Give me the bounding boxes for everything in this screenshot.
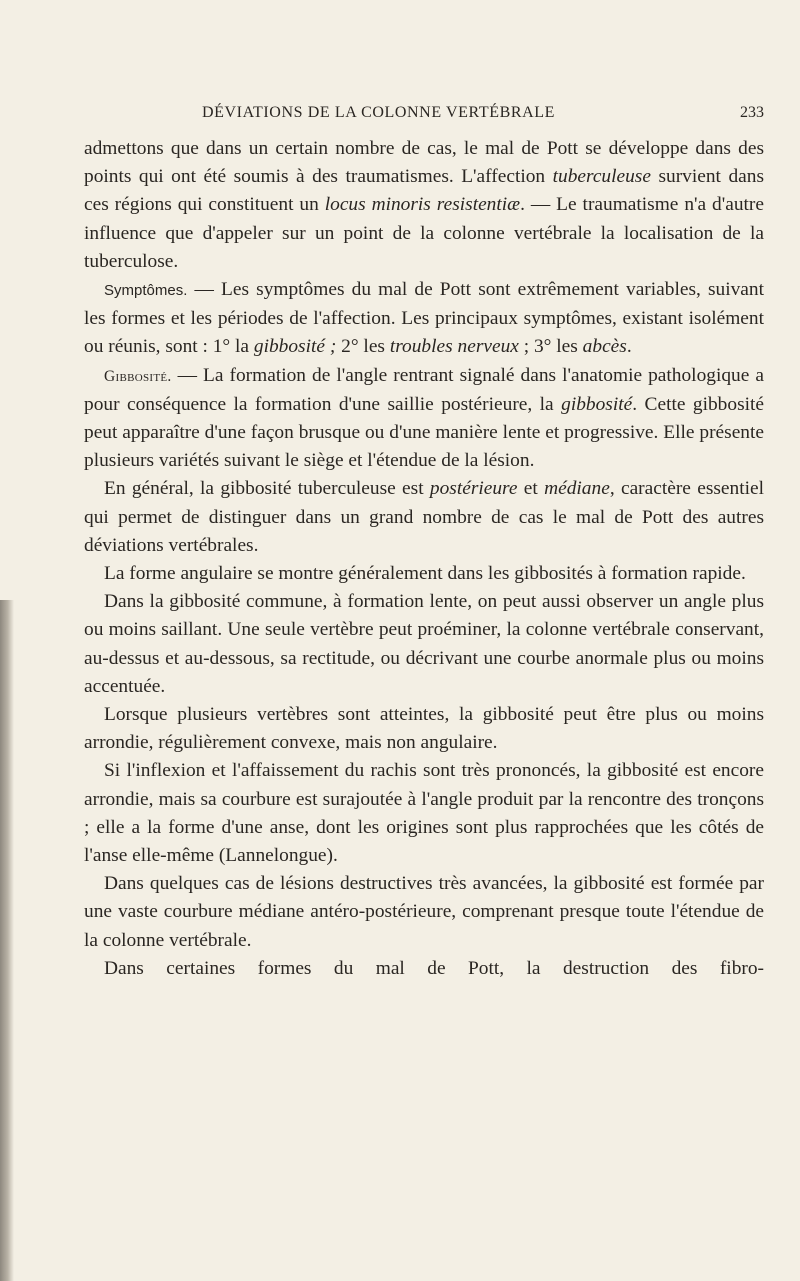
paragraph: admettons que dans un certain nombre de cas, le mal de Pott se développe dans des points qui ont été soumis à des traumatismes. L'affection tuberculeuse survient dans ces régions qui constituent un locus minoris resistentiæ. — Le traumatisme n'a d'autre influence que d'appeler sur un point de la colonne vertébrale la localisation de la tuberculose. — [84, 138, 764, 272]
paragraph: La forme angulaire se montre généralement dans les gibbosités à formation rapide. — [104, 563, 746, 585]
body-text — [84, 135, 764, 983]
paragraph: Dans la gibbosité commune, à formation lente, on peut aussi observer un angle plus ou moins saillant. Une seule vertèbre peut proéminer, la colonne vertébrale conservant, au-dessus et au-dessous, sa rectitude, ou décrivant une courbe anormale plus ou moins accentuée. — [84, 591, 764, 697]
paragraph: Dans certaines formes du mal de Pott, la destruction des fibro- — [104, 957, 764, 979]
running-title: DÉVIATIONS DE LA COLONNE VERTÉBRALE — [202, 104, 556, 121]
page-header — [84, 104, 764, 130]
section-label: Gibbosité. — [104, 367, 172, 385]
paragraph-gibbosite: Gibbosité. — La formation de l'angle rentrant signalé dans l'anatomie pathologique a pour conséquence la formation d'une saillie postérieure, la gibbosité. Cette gibbosité peut apparaître d'une façon brusque ou d'une manière lente et progressive. Elle présente plusieurs variétés suivant le siège et l'étendue de la lésion. — [84, 364, 764, 472]
paragraph: Lorsque plusieurs vertèbres sont atteintes, la gibbosité peut être plus ou moins arrondie, régulièrement convexe, mais non angulaire. — [84, 704, 764, 754]
paragraph-symptomes: Symptômes. — Les symptômes du mal de Pott sont extrêmement variables, suivant les formes et les périodes de l'affection. Les principaux symptômes, existant isolément ou réunis, sont : 1° la gibbosité ; 2° les troubles nerveux ; 3° les abcès. — [84, 279, 764, 358]
paragraph: En général, la gibbosité tuberculeuse est postérieure et médiane, caractère essentiel qui permet de distinguer dans un grand nombre de cas le mal de Pott des autres déviations vertébrales. — [84, 478, 764, 556]
section-label: Symptômes. — [104, 282, 188, 300]
page-binding-shadow — [0, 600, 14, 1281]
page-number: 233 — [740, 104, 764, 121]
paragraph: Si l'inflexion et l'affaissement du rachis sont très prononcés, la gibbosité est encore arrondie, mais sa courbure est surajoutée à l'angle produit par la rencontre des tronçons ; elle a la forme d'une anse, dont les origines sont plus rapprochées que les côtés de l'anse elle-même (Lannelongue). — [84, 760, 764, 867]
paragraph: Dans quelques cas de lésions destructives très avancées, la gibbosité est formée par une vaste courbure médiane antéro-postérieure, comprenant presque toute l'étendue de la colonne vertébrale. — [84, 873, 764, 951]
